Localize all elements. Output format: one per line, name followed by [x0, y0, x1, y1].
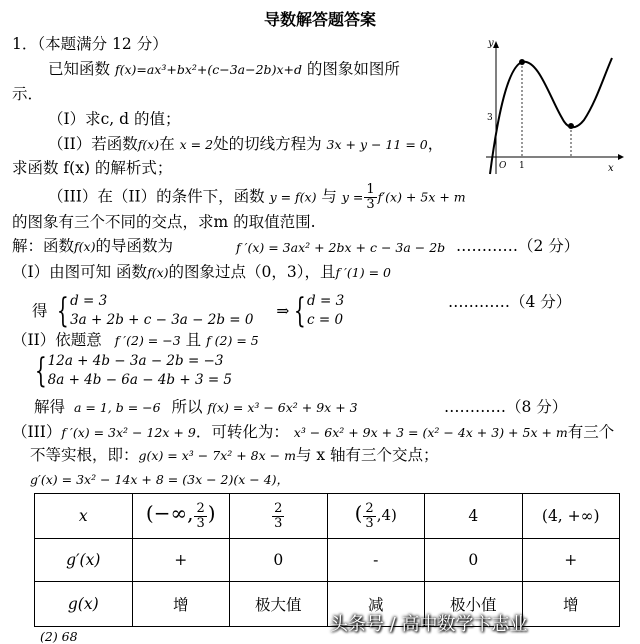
- derivative-expression: f ′(x) = 3ax² + 2bx + c − 3a − 2b: [236, 240, 446, 255]
- question-number: 1．（本题满分 12 分）: [12, 35, 168, 53]
- table-header-gprime: g′(x): [35, 539, 133, 582]
- table-cell: 0: [425, 539, 523, 582]
- solution-system-1: 得 { d = 3 3a + 2b + c − 3a − 2b = 0 ⇒ { d = 3 c = 0: [32, 291, 345, 331]
- function-definition: f(x)=ax³+bx²+(c−3a−2b)x+d: [114, 62, 302, 77]
- score-4: …………（4 分）: [448, 293, 572, 311]
- solution-line-7: （III）f ′(x) = 3x² − 12x + 9．可转化为： x³ − 6x² + 9x + 3 = (x² − 4x + 3) + 5x + m有三个: [12, 423, 615, 441]
- part-2: （II）若函数f(x)在 x = 2处的切线方程为 3x + y − 11 = 0，: [48, 135, 444, 153]
- part-3-line-2: 的图象有三个不同的交点，求m 的取值范围.: [12, 213, 316, 231]
- table-row: [35, 494, 620, 539]
- score-2: …………（2 分）: [456, 237, 580, 255]
- solution-system-2: { 12a + 4b − 3a − 2b = −3 8a + 4b − 6a − 4b + 3 = 5: [34, 351, 233, 391]
- table-cell: ( $\frac{2}{3}$ ,4): [327, 494, 425, 539]
- sign-table: [34, 493, 620, 627]
- solution-line-8: 不等实根，即：g(x) = x³ − 7x² + 8x − m与 x 轴有三个交点；: [30, 446, 439, 464]
- question-line-1: 已知函数 f(x)=ax³+bx²+(c−3a−2b)x+d 的图象如图所: [48, 60, 400, 78]
- table-cell: 增: [132, 582, 230, 627]
- part-3: （III）在（II）的条件下，函数 y = f(x) 与 y = $\frac{1}{3}$ f′(x) + 5x + m: [48, 182, 466, 212]
- table-header-x: x: [35, 494, 133, 539]
- graph-tick-x: 1: [519, 161, 525, 171]
- score-8: …………（8 分）: [444, 398, 568, 416]
- table-cell: $\frac{2}{3}$: [230, 494, 328, 539]
- solution-line-4: （II）依题意 f ′(2) = −3 且 f (2) = 5: [12, 331, 259, 349]
- part-2-line-2: 求函数 f(x) 的解析式；: [12, 159, 173, 177]
- solution-line-1: 解：函数f(x)的导函数为: [12, 237, 173, 255]
- question-line-2: 示．: [12, 85, 44, 103]
- table-header-g: g(x): [35, 582, 133, 627]
- solution-line-9: g′(x) = 3x² − 14x + 8 = (3x − 2)(x − 4)，: [30, 472, 290, 487]
- watermark: 头条号 / 高中数学卞志业: [330, 614, 528, 635]
- graph-origin: O: [499, 161, 507, 171]
- graph-tick-y: 3: [487, 113, 493, 123]
- table-cell: 极大值: [230, 582, 328, 627]
- table-cell: 0: [230, 539, 328, 582]
- table-row: [35, 539, 620, 582]
- fraction-one-third: $\frac{1}{3}$: [366, 182, 375, 212]
- table-cell: 减: [327, 582, 425, 627]
- table-cell: 4: [425, 494, 523, 539]
- table-cell: 极小值: [425, 582, 523, 627]
- solution-line-6: 解得 a = 1, b = −6 所以 f(x) = x³ − 6x² + 9x + 3: [34, 398, 358, 416]
- table-cell: (−∞, $\frac{2}{3}$ ): [132, 494, 230, 539]
- cut-off-line: (2) 68: [40, 629, 78, 644]
- part-1: （I）求c, d 的值；: [48, 110, 181, 128]
- graph-y-label: y: [488, 38, 494, 49]
- table-cell: (4, +∞): [522, 494, 620, 539]
- graph-x-label: x: [608, 163, 614, 174]
- table-cell: 增: [522, 582, 620, 627]
- table-cell: -: [327, 539, 425, 582]
- table-cell: +: [132, 539, 230, 582]
- table-row: [35, 582, 620, 627]
- table-cell: +: [522, 539, 620, 582]
- solution-line-2: （I）由图可知 函数f(x)的图象过点（0，3），且f ′(1) = 0: [12, 263, 392, 281]
- page-title: 导数解答题答案: [263, 10, 376, 29]
- function-graph: [484, 38, 624, 176]
